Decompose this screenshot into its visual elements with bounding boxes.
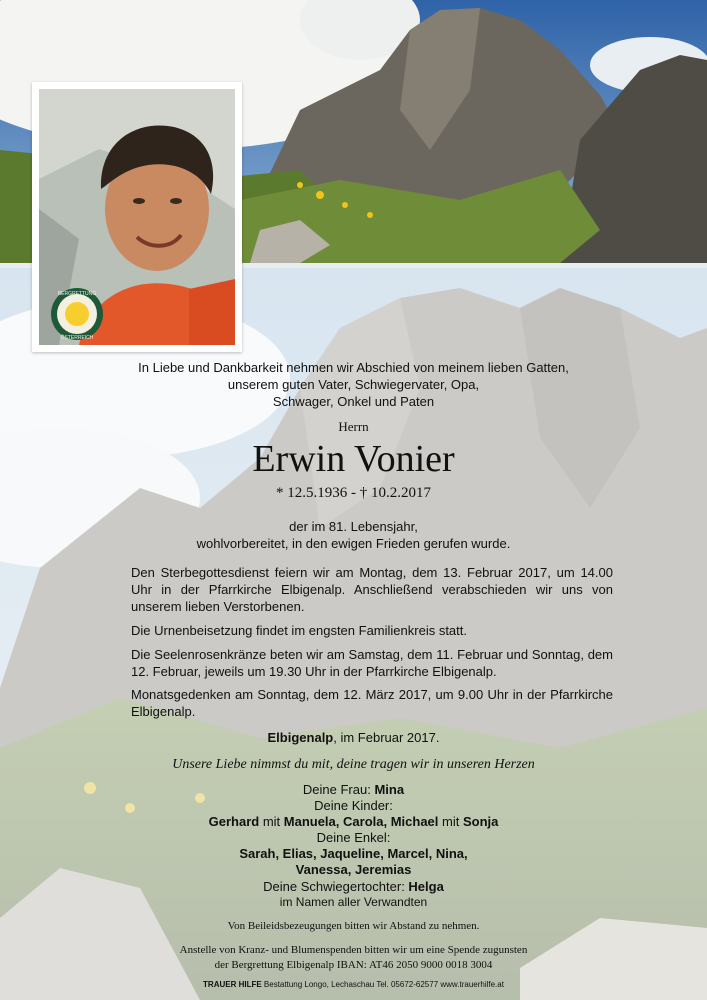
spouse-name: Manuela (283, 814, 336, 829)
child-name: Gerhard (208, 814, 260, 829)
intro-line-1: In Liebe und Dankbarkeit nehmen wir Abschied von meinem lieben Gatten, (138, 360, 569, 375)
family-daughter-in-law (0, 878, 707, 895)
paragraph-funeral: Den Sterbegottesdienst feiern wir am Montag, dem 13. Februar 2017, um 14.00 Uhr in der Pfarrkirche Elbigenalp. Anschließend verabschieden wir uns von unserem lieben Verstorbenen. (131, 565, 613, 614)
child-name: Michael (390, 814, 439, 829)
badge-text-bottom: ÖSTERREICH (60, 335, 94, 341)
credit-details: Bestattung Longo, Lechaschau Tel. 05672-62577 www.trauerhilfe.at (261, 980, 504, 989)
donation-line-2: der Bergrettung Elbigenalp IBAN: AT46 2050 9000 0018 3004 (214, 959, 493, 971)
intro-line-2: unserem guten Vater, Schwiegervater, Opa, (227, 377, 480, 392)
funeral-home-credit (0, 980, 707, 989)
place-rest: , im Februar 2017. (333, 730, 440, 745)
relatives-line: im Namen aller Verwandten (279, 895, 428, 909)
age-line-2: wohlvorbereitet, in den ewigen Frieden gerufen wurde. (196, 536, 511, 551)
family-wife (0, 781, 707, 798)
place-town: Elbigenalp (267, 730, 334, 745)
life-dates: * 12.5.1936 - † 10.2.2017 (276, 485, 431, 501)
with-text: mit (259, 814, 284, 829)
portrait-frame (32, 82, 242, 352)
dil-name: Helga (408, 879, 444, 894)
children-label: Deine Kinder: (314, 798, 393, 813)
spouse-name: Sonja (462, 814, 499, 829)
separator: , (335, 814, 344, 829)
portrait-photo (39, 89, 235, 345)
place-date (0, 729, 707, 746)
motto: Unsere Liebe nimmst du mit, deine tragen wir in unseren Herzen (172, 757, 535, 772)
condolence-note: Von Beileidsbezeugungen bitten wir Abstand zu nehmen. (227, 920, 480, 932)
paragraph-memorial: Monatsgedenken am Sonntag, dem 12. März 2017, um 9.00 Uhr in der Pfarrkirche Elbigenalp. (131, 687, 613, 719)
wife-label: Deine Frau: (302, 782, 375, 797)
child-name: Carola (343, 814, 384, 829)
age-line-1: der im 81. Lebensjahr, (289, 519, 418, 534)
badge-text-top: BERGRETTUNG (57, 291, 97, 297)
grandchildren-label: Deine Enkel: (316, 830, 391, 845)
family-children (0, 813, 707, 830)
intro-line-3: Schwager, Onkel und Paten (272, 394, 435, 409)
separator: , (383, 814, 391, 829)
wife-name: Mina (374, 782, 405, 797)
with-text: mit (438, 814, 463, 829)
dil-label: Deine Schwiegertochter: (263, 879, 409, 894)
paragraph-urn: Die Urnenbeisetzung findet im engsten Familienkreis statt. (131, 623, 467, 638)
paragraph-rosary: Die Seelenrosenkränze beten wir am Samstag, dem 11. Februar und Sonntag, dem 12. Februar, jeweils um 19.30 Uhr in der Pfarrkirche Elbigenalp. (131, 647, 613, 679)
grandchildren-line-2: Vanessa, Jeremias (295, 862, 412, 877)
deceased-name: Erwin Vonier (252, 438, 455, 480)
donation-line-1: Anstelle von Kranz- und Blumenspenden bitten wir um eine Spende zugunsten (179, 944, 528, 956)
salutation: Herrn (338, 419, 369, 434)
brand-name: TRAUER HILFE (203, 980, 262, 989)
grandchildren-line-1: Sarah, Elias, Jaqueline, Marcel, Nina, (239, 846, 468, 861)
